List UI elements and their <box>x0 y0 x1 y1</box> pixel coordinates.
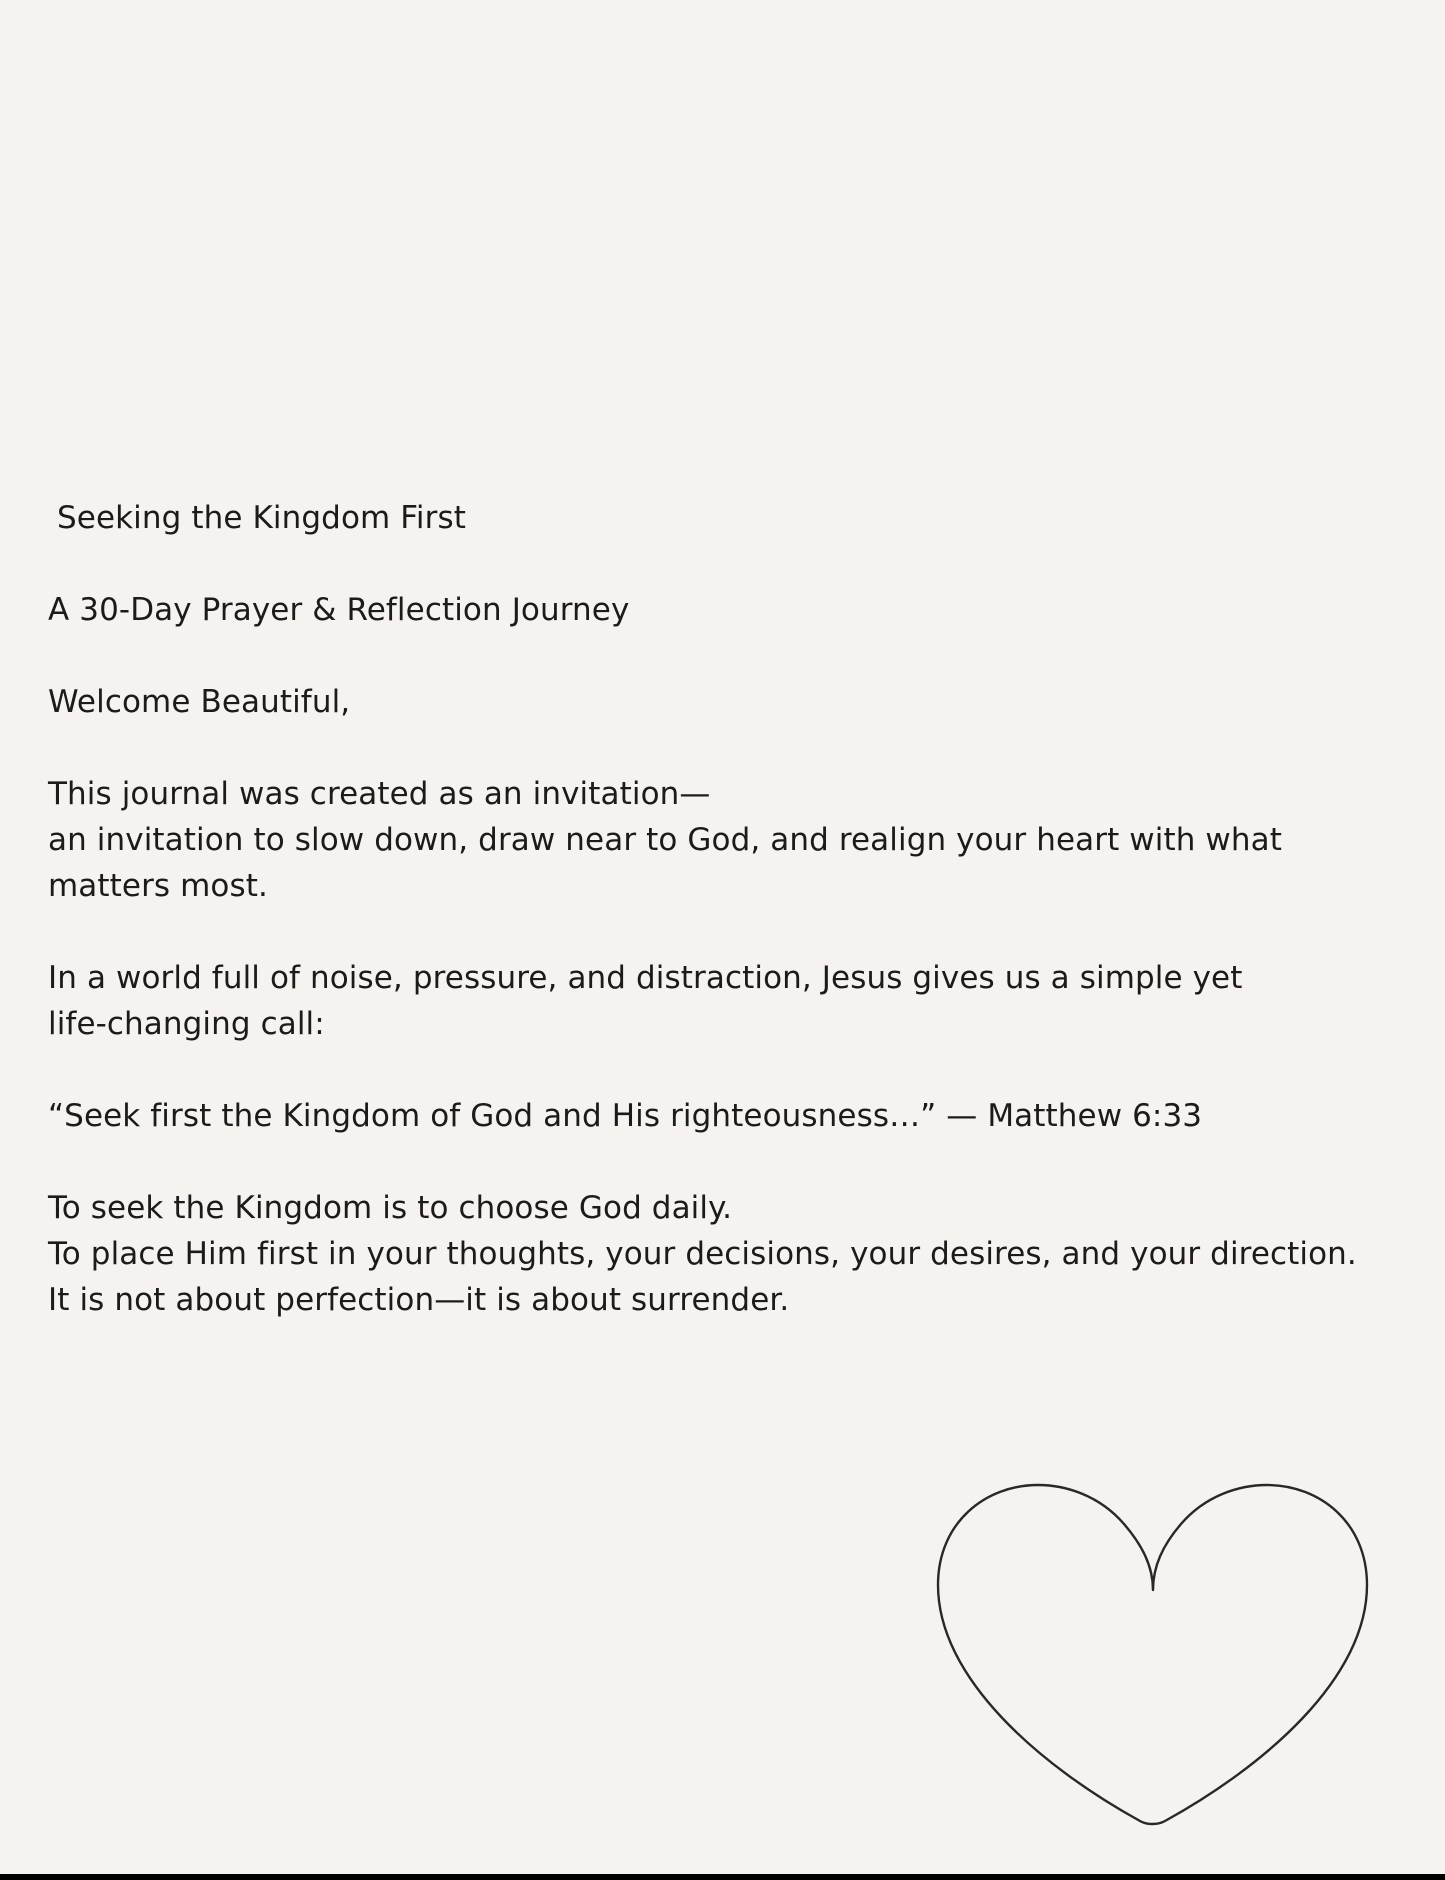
spacer <box>48 541 1428 587</box>
paragraph-3-line-3: It is not about perfection—it is about surrender. <box>48 1282 790 1318</box>
heart-outline-icon <box>936 1482 1374 1828</box>
page-content <box>48 495 1428 1323</box>
paragraph-3-line-2: To place Him first in your thoughts, your decisions, your desires, and your direction. <box>48 1236 1357 1272</box>
spacer <box>48 1047 1428 1093</box>
spacer <box>48 725 1428 771</box>
spacer <box>48 909 1428 955</box>
paragraph-1-line-3: matters most. <box>48 868 268 904</box>
heart-outline-path <box>938 1485 1367 1824</box>
journal-title: Seeking the Kingdom First <box>57 500 466 536</box>
paragraph-1-line-1: This journal was created as an invitation— <box>48 776 711 812</box>
paragraph-2-line-2: life-changing call: <box>48 1006 325 1042</box>
spacer <box>48 1139 1428 1185</box>
paragraph-1-line-2: an invitation to slow down, draw near to God, and realign your heart with what <box>48 822 1282 858</box>
paragraph-2-line-1: In a world full of noise, pressure, and distraction, Jesus gives us a simple yet <box>48 960 1243 996</box>
spacer <box>48 633 1428 679</box>
paragraph-3-line-1: To seek the Kingdom is to choose God daily. <box>48 1190 733 1226</box>
journal-subtitle: A 30-Day Prayer & Reflection Journey <box>48 592 630 628</box>
scripture-quote: “Seek first the Kingdom of God and His righteousness…” — Matthew 6:33 <box>48 1098 1203 1134</box>
greeting: Welcome Beautiful, <box>48 684 351 720</box>
